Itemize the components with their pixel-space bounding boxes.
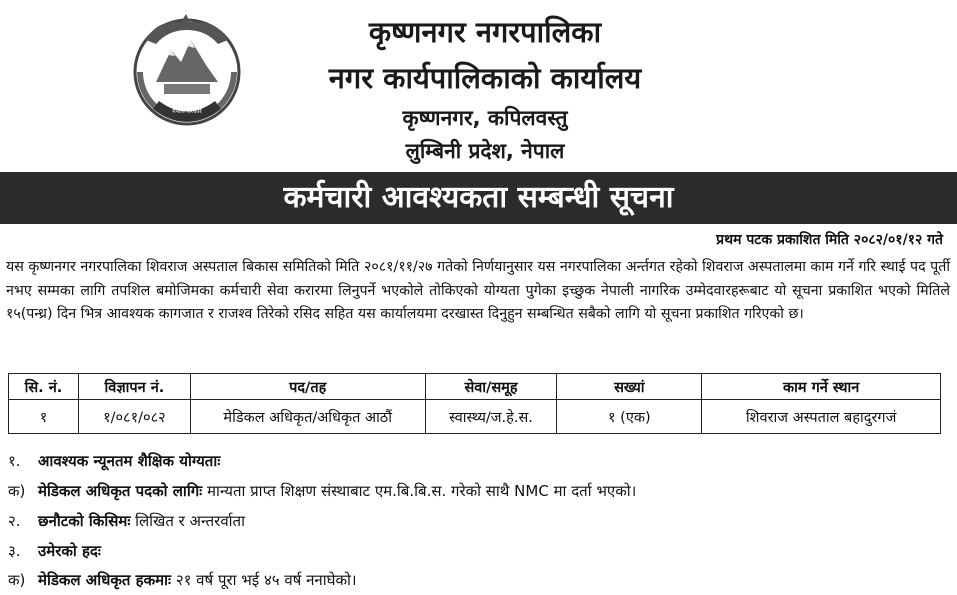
cell-workplace: शिवराज अस्पताल बहादुरगजं xyxy=(702,400,941,434)
col-workplace-header: काम गर्ने स्थान xyxy=(702,374,941,400)
item-number: क) xyxy=(8,482,26,500)
item-label: उमेरको हदः xyxy=(38,542,101,560)
list-item xyxy=(8,541,948,561)
cell-serial: १ xyxy=(9,400,79,434)
emblem-motto: नेपाल सरकार xyxy=(172,108,202,115)
municipality-name: कृष्णनगर नगरपालिका xyxy=(368,15,602,49)
list-item xyxy=(8,511,948,531)
government-emblem-icon xyxy=(126,10,248,132)
cell-service-group: स्वास्थ्य/ज.हे.स. xyxy=(425,400,557,434)
item-label: छनौटको किसिमः xyxy=(38,512,131,530)
cell-post-level: मेडिकल अधिकृत/अधिकृत आठौं xyxy=(190,400,425,434)
item-number: क) xyxy=(8,571,26,589)
item-label: मेडिकल अधिकृत हकमाः xyxy=(38,571,172,589)
item-number: १. xyxy=(8,452,21,470)
notice-title-banner: कर्मचारी आवश्यकता सम्बन्धी सूचना xyxy=(0,172,957,224)
item-number: २. xyxy=(8,512,21,530)
item-label: आवश्यक न्यूनतम शैक्षिक योग्यताः xyxy=(38,452,221,470)
col-serial-header: सि. नं. xyxy=(9,374,79,400)
list-item xyxy=(8,481,948,501)
list-item xyxy=(8,570,948,590)
col-count-header: सख्यां xyxy=(557,374,702,400)
office-address: कृष्णनगर, कपिलवस्तु xyxy=(402,106,568,130)
office-name: नगर कार्यपालिकाको कार्यालय xyxy=(328,61,642,95)
vacancy-table xyxy=(8,373,941,434)
col-service-group-header: सेवा/समूह xyxy=(425,374,557,400)
notice-paragraph: यस कृष्णनगर नगरपालिका शिवराज अस्पताल बिकास समितिको मिति २०८१/११/२७ गतेको निर्णयानुसार यस नगरपालिका अर्न्तगत रहेको शिवराज अस्पतालमा काम गर्ने गरि स्थाई पद पूर्ती नभए सम्मका लागि तपशिल बमोजिमका कर्मचारी सेवा करारमा लिनुपर्ने भएकोले तोकिएको योग्यता पुगेका इच्छुक नेपाली नागरिक उम्मेदवारहरूबाट यो सूचना प्रकाशित भएको मितिले १५(पन्ध्र) दिन भित्र आवश्यक कागजात र राजश्व तिरेको रसिद सहित यस कार्यालयमा दरखास्त दिनुहुन सम्बन्धित सबैको लागि यो सूचना प्रकाशित गरिएको छ। xyxy=(6,259,950,323)
publish-date: प्रथम पटक प्रकाशित मिति २०८२/०१/१२ गते xyxy=(716,232,943,248)
item-text: मान्यता प्राप्त शिक्षण संस्थाबाट एम.बि.बि.स. गरेको साथै NMC मा दर्ता भएको। xyxy=(206,482,637,500)
item-label: मेडिकल अधिकृत पदको लागिः xyxy=(38,482,203,500)
list-item xyxy=(8,451,948,471)
cell-count: १ (एक) xyxy=(557,400,702,434)
table-row xyxy=(9,400,941,434)
item-number: ३. xyxy=(8,542,21,560)
province-country: लुम्बिनी प्रदेश, नेपाल xyxy=(405,139,565,163)
table-header-row xyxy=(9,374,941,400)
col-post-level-header: पद/तह xyxy=(190,374,425,400)
item-text: लिखित र अन्तरर्वाता xyxy=(135,512,245,530)
cell-advert-no: १/०८१/०८२ xyxy=(78,400,190,434)
item-text: २१ वर्ष पूरा भई ४५ वर्ष ननाघेको। xyxy=(175,571,357,589)
col-advert-no-header: विज्ञापन नं. xyxy=(78,374,190,400)
